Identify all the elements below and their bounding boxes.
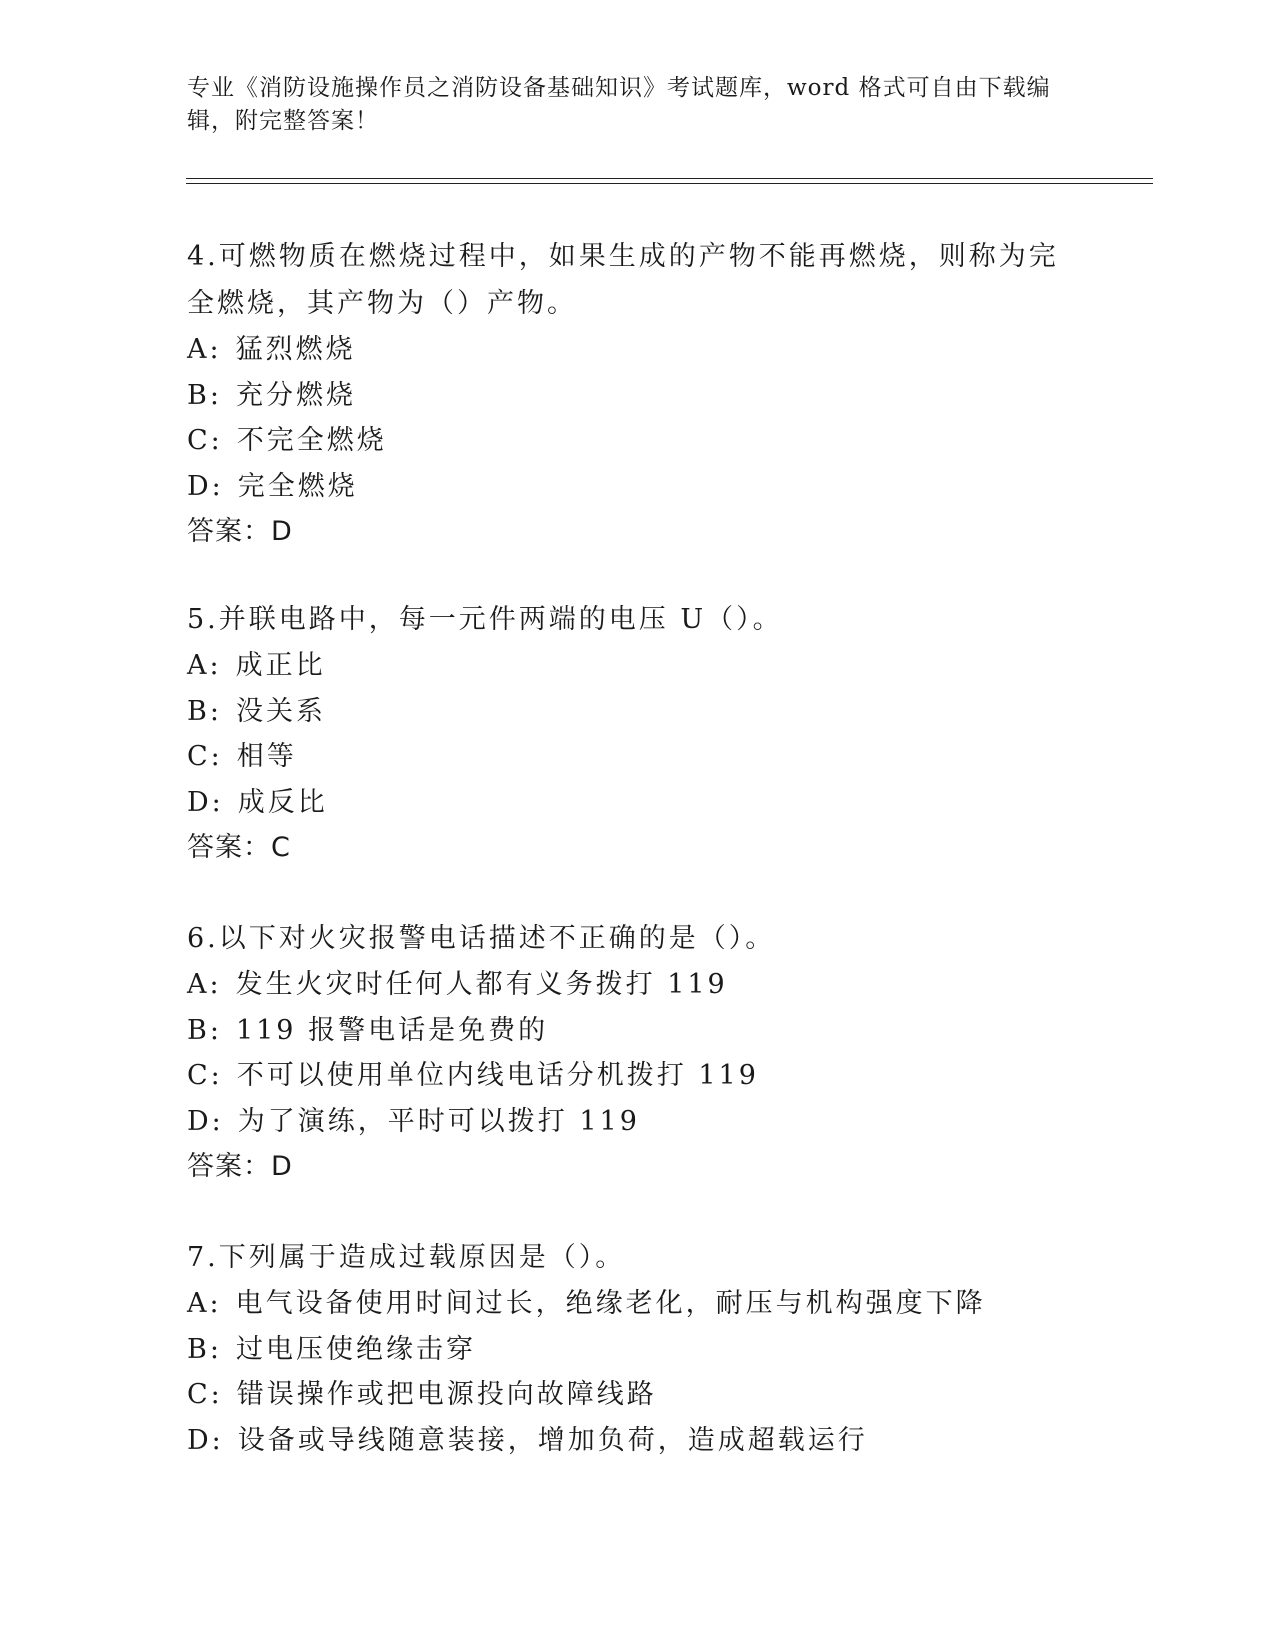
document-header: 专业《消防设施操作员之消防设备基础知识》考试题库，word 格式可自由下载编辑，附完整答案！ xyxy=(187,75,1051,134)
option-b xyxy=(187,1327,1087,1373)
option-c xyxy=(187,1372,1087,1418)
option-text: 电气设备使用时间过长，绝缘老化，耐压与机构强度下降 xyxy=(235,1288,986,1319)
option-text: 成正比 xyxy=(235,650,326,681)
option-text: 错误操作或把电源投向故障线路 xyxy=(236,1379,657,1410)
option-letter: A: xyxy=(187,1288,222,1319)
option-b xyxy=(187,373,1087,419)
option-letter: C: xyxy=(187,1379,223,1410)
option-a xyxy=(187,643,1087,689)
option-text: 充分燃烧 xyxy=(235,379,356,411)
option-d xyxy=(187,1099,1087,1145)
option-text: 成反比 xyxy=(237,786,328,818)
option-text: 设备或导线随意装接，增加负荷，造成超载运行 xyxy=(237,1424,868,1456)
option-letter: B: xyxy=(187,379,222,411)
question-5 xyxy=(187,596,1087,871)
option-letter: C: xyxy=(187,1060,223,1091)
option-c xyxy=(187,734,1087,780)
option-letter: D: xyxy=(187,470,224,502)
option-letter: A: xyxy=(187,969,222,1000)
option-c xyxy=(187,418,1087,464)
option-letter: D: xyxy=(187,1424,224,1456)
question-text: 6.以下对火灾报警电话描述不正确的是（）。 xyxy=(187,923,776,954)
option-a xyxy=(187,1281,1087,1327)
option-d xyxy=(187,780,1087,826)
option-text: 完全燃烧 xyxy=(237,470,358,502)
option-b xyxy=(187,1008,1087,1054)
answer-label: 答案：D xyxy=(187,1151,293,1182)
option-text: 过电压使绝缘击穿 xyxy=(235,1333,476,1365)
option-text: 为了演练，平时可以拨打 119 xyxy=(237,1105,640,1137)
option-letter: D: xyxy=(187,1105,224,1137)
option-letter: A: xyxy=(187,650,222,681)
header-divider-bottom xyxy=(186,183,1153,184)
option-text: 不可以使用单位内线电话分机拨打 119 xyxy=(236,1060,759,1091)
option-a xyxy=(187,327,1087,373)
option-letter: B: xyxy=(187,1333,222,1365)
option-text: 没关系 xyxy=(235,695,326,727)
option-text: 119 报警电话是免费的 xyxy=(235,1014,549,1046)
option-b xyxy=(187,689,1087,735)
option-letter: A: xyxy=(187,334,222,365)
option-a xyxy=(187,962,1087,1008)
question-7 xyxy=(187,1234,1087,1463)
option-text: 猛烈燃烧 xyxy=(235,334,356,365)
answer-label: 答案：D xyxy=(187,516,293,547)
option-d xyxy=(187,1418,1087,1464)
header-divider-top xyxy=(186,178,1153,179)
option-text: 相等 xyxy=(236,741,297,772)
answer-label: 答案：C xyxy=(187,832,291,863)
question-text: 5.并联电路中，每一元件两端的电压 U（）。 xyxy=(187,604,783,635)
question-text: 4.可燃物质在燃烧过程中，如果生成的产物不能再燃烧，则称为完全燃烧，其产物为（）产物。 xyxy=(187,241,1059,319)
option-c xyxy=(187,1053,1087,1099)
option-letter: C: xyxy=(187,741,223,772)
option-text: 不完全燃烧 xyxy=(236,425,387,456)
option-letter: C: xyxy=(187,425,223,456)
option-text: 发生火灾时任何人都有义务拨打 119 xyxy=(235,969,728,1000)
option-letter: D: xyxy=(187,786,224,818)
question-text: 7.下列属于造成过载原因是（）。 xyxy=(187,1242,626,1273)
option-letter: B: xyxy=(187,1014,222,1046)
option-letter: B: xyxy=(187,695,222,727)
question-6 xyxy=(187,915,1087,1190)
option-d xyxy=(187,464,1087,510)
question-4 xyxy=(187,233,1087,555)
